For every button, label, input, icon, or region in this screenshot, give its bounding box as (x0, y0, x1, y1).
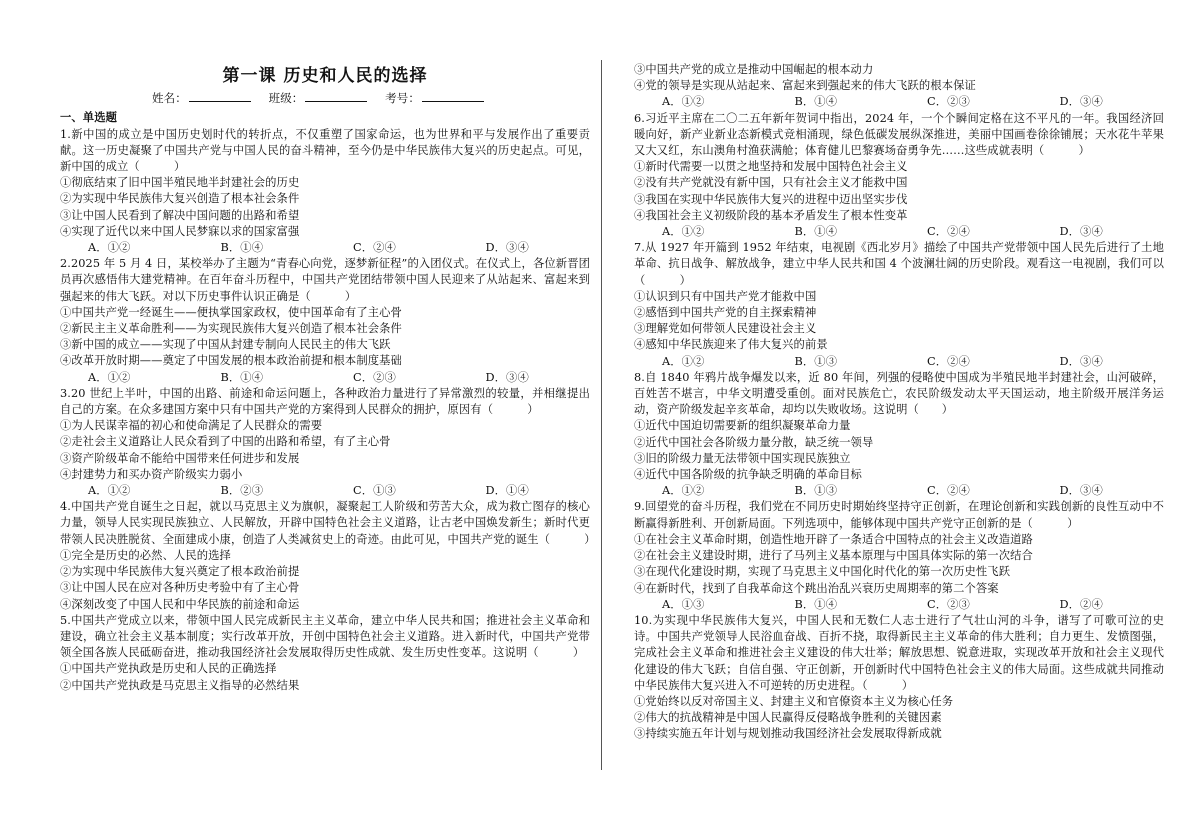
question-stem: 1.新中国的成立是中国历史划时代的转折点，不仅重塑了国家命运，也为世界和平与发展作出了重要贡献。这一历史凝聚了中国共产党与中国人民的奋斗精神，至今仍是中华民族伟大复兴的历史起点。可见，新中国的成立（ ） (60, 127, 590, 174)
page-title: 第一课 历史和人民的选择 (222, 66, 428, 86)
answer-choice[interactable]: B．①③ (794, 484, 838, 498)
answer-choices (634, 94, 1164, 110)
option-statement: ④改革开放时期——奠定了中国发展的根本政治前提和根本制度基础 (60, 354, 402, 368)
student-info (60, 90, 590, 106)
answer-choice[interactable]: D．③④ (485, 241, 529, 255)
answer-choice[interactable]: A．①② (88, 484, 131, 498)
option-statement: ①认识到只有中国共产党才能救中国 (634, 289, 817, 303)
answer-choice[interactable]: C．②③ (927, 597, 970, 611)
option-statement: ③理解党如何带领人民建设社会主义 (634, 322, 817, 336)
name-label: 姓名： (152, 91, 187, 106)
option-statement: ②没有共产党就没有新中国，只有社会主义才能救中国 (634, 176, 908, 190)
section-heading: 一、单选题 (60, 111, 117, 125)
option-statement: ②感悟到中国共产党的自主探索精神 (634, 306, 817, 320)
answer-choice[interactable]: B．①④ (794, 95, 838, 109)
question (634, 62, 1164, 111)
question-stem: 10.为实现中华民族伟大复兴，中国人民和无数仁人志士进行了气壮山河的斗争，谱写了可歌可泣的史诗。中国共产党领导人民浴血奋战、百折不挠，取得新民主主义革命的伟大胜利；自力更生、发愤图强，完成社会主义革命和推进社会主义建设的伟大壮举；解放思想、锐意进取，实现改革开放和社会主义现代化建设的伟大飞跃；自信自强、守正创新，开创新时代中国特色社会主义的伟大局面。这些成就共同推动中华民族伟大复兴进入不可逆转的历史进程。（ ） (634, 613, 1164, 692)
answer-choices (634, 483, 1164, 499)
question (634, 240, 1164, 370)
option-statement: ④实现了近代以来中国人民梦寐以求的国家富强 (60, 224, 300, 238)
option-statement: ①彻底结束了旧中国半殖民地半封建社会的历史 (60, 176, 300, 190)
option-statement: ①为人民谋幸福的初心和使命满足了人民群众的需要 (60, 419, 323, 433)
answer-choices (60, 370, 590, 386)
answer-choice[interactable]: A．①② (88, 241, 131, 255)
answer-choice[interactable]: C．②④ (927, 354, 970, 368)
option-statement: ②走社会主义道路让人民众看到了中国的出路和希望，有了主心骨 (60, 435, 391, 449)
answer-choice[interactable]: D．③④ (1059, 95, 1103, 109)
option-statement: ③中国共产党的成立是推动中国崛起的根本动力 (634, 63, 874, 76)
answer-choice[interactable]: C．①③ (353, 484, 396, 498)
answer-choice[interactable]: A．①② (662, 484, 705, 498)
class-blank[interactable] (305, 90, 367, 102)
answer-choices (634, 597, 1164, 613)
answer-choice[interactable]: A．①② (88, 370, 131, 384)
option-statement: ③持续实施五年计划与规划推动我国经济社会发展取得新成就 (634, 727, 942, 741)
option-statement: ①完全是历史的必然、人民的选择 (60, 548, 231, 562)
question (634, 613, 1164, 743)
option-statement: ③让中国人民看到了解决中国问题的出路和希望 (60, 208, 300, 222)
option-statement: ②为实现中华民族伟大复兴创造了根本社会条件 (60, 192, 300, 206)
option-statement: ①中国共产党一经诞生——便执掌国家政权，使中国革命有了主心骨 (60, 305, 402, 319)
question (60, 127, 590, 257)
name-blank[interactable] (189, 90, 251, 102)
answer-choice[interactable]: D．②④ (1059, 597, 1103, 611)
option-statement: ①在社会主义革命时期，创造性地开辟了一条适合中国特点的社会主义改造道路 (634, 532, 1033, 546)
answer-choice[interactable]: C．②④ (353, 241, 396, 255)
answer-choices (60, 483, 590, 499)
left-questions (60, 127, 596, 694)
answer-choice[interactable]: C．②④ (927, 225, 970, 239)
question (60, 613, 590, 694)
option-statement: ④封建势力和买办资产阶级实力弱小 (60, 467, 243, 481)
option-statement: ②在社会主义建设时期，进行了马列主义基本原理与中国具体实际的第一次结合 (634, 549, 1033, 563)
question-stem: 4.中国共产党自诞生之日起，就以马克思主义为旗帜，凝聚起工人阶级和劳苦大众，成为救亡图存的核心力量，领导人民实现民族独立、人民解放，开辟中国特色社会主义道路，让古老中国焕发新生；新时代更带领人民决胜脱贫、全面建成小康，创造了人类减贫史上的奇迹。由此可见，中国共产党的诞生（ ） (60, 500, 596, 546)
answer-choice[interactable]: D．③④ (1059, 484, 1103, 498)
answer-choice[interactable]: A．①② (662, 95, 705, 109)
option-statement: ④感知中华民族迎来了伟大复兴的前景 (634, 338, 828, 352)
option-statement: ③在现代化建设时期，实现了马克思主义中国化时代化的第一次历史性飞跃 (634, 565, 1011, 579)
answer-choice[interactable]: D．③④ (1059, 354, 1103, 368)
question (634, 111, 1164, 241)
option-statement: ④近代中国各阶级的抗争缺乏明确的革命目标 (634, 468, 862, 482)
answer-choice[interactable]: A．①② (662, 225, 705, 239)
option-statement: ①中国共产党执政是历史和人民的正确选择 (60, 662, 277, 676)
answer-choices (634, 224, 1164, 240)
answer-choice[interactable]: B．①④ (220, 241, 264, 255)
option-statement: ③资产阶级革命不能给中国带来任何进步和发展 (60, 451, 300, 465)
question-stem: 3.20 世纪上半叶，中国的出路、前途和命运问题上，各种政治力量进行了异常激烈的较量，并相继提出自己的方案。在众多建国方案中只有中国共产党的方案得到人民群众的拥护，原因有（ ） (60, 386, 590, 417)
option-statement: ①新时代需要一以贯之地坚持和发展中国特色社会主义 (634, 160, 908, 174)
option-statement: ③旧的阶级力量无法带领中国实现民族独立 (634, 451, 851, 465)
answer-choice[interactable]: D．①④ (485, 484, 529, 498)
option-statement: ④我国社会主义初级阶段的基本矛盾发生了根本性变革 (634, 208, 908, 222)
option-statement: ②中国共产党执政是马克思主义指导的必然结果 (60, 678, 300, 692)
option-statement: ①党始终以反对帝国主义、封建主义和官僚资本主义为核心任务 (634, 694, 954, 708)
option-statement: ③让中国人民在应对各种历史考验中有了主心骨 (60, 581, 300, 595)
answer-choice[interactable]: B．②③ (220, 484, 264, 498)
answer-choices (60, 240, 590, 256)
question (60, 386, 590, 499)
answer-choice[interactable]: D．③④ (1059, 225, 1103, 239)
number-blank[interactable] (422, 90, 484, 102)
answer-choice[interactable]: D．③④ (485, 370, 529, 384)
option-statement: ④党的领导是实现从站起来、富起来到强起来的伟大飞跃的根本保证 (634, 79, 976, 93)
answer-choice[interactable]: C．②③ (353, 370, 396, 384)
question-stem: 6.习近平主席在二〇二五年新年贺词中指出，2024 年，一个个瞬间定格在这不平凡的一年。我国经济回暖向好，新产业新业态新模式竞相涌现，绿色低碳发展纵深推进，美丽中国画卷徐徐铺展；天水花牛苹果又大又红，东山澳角村渔获满舱；体育健儿巴黎赛场奋勇争先……这些成就表明（ ） (634, 111, 1164, 158)
option-statement: ②为实现中华民族伟大复兴奠定了根本政治前提 (60, 565, 300, 579)
option-statement: ③我国在实现中华民族伟大复兴的进程中迈出坚实步伐 (634, 192, 908, 206)
answer-choice[interactable]: B．①④ (794, 597, 838, 611)
right-questions (634, 62, 1164, 743)
question-stem: 2.2025 年 5 月 4 日，某校举办了主题为“青春心向党，逐梦新征程”的入团仪式。在仪式上，各位新晋团员再次感悟伟大建党精神。在百年奋斗历程中，中国共产党团结带领中国人民迎来了从站起来、富起来到强起来的伟大飞跃。对以下历史事件认识正确是（ ） (60, 257, 590, 303)
question-stem: 9.回望党的奋斗历程，我们党在不同历史时期始终坚持守正创新，在理论创新和实践创新的良性互动中不断赢得新胜利、开创新局面。下列选项中，能够体现中国共产党守正创新的是（ ） (634, 500, 1164, 530)
option-statement: ②近代中国社会各阶级力量分散，缺乏统一领导 (634, 435, 874, 449)
question (634, 370, 1164, 500)
answer-choice[interactable]: C．②④ (927, 484, 970, 498)
question (60, 256, 590, 386)
answer-choices (634, 354, 1164, 370)
option-statement: ④深刻改变了中国人民和中华民族的前途和命运 (60, 597, 300, 611)
answer-choice[interactable]: B．①③ (794, 354, 838, 368)
question-stem: 8.自 1840 年鸦片战争爆发以来，近 80 年间，列强的侵略使中国成为半殖民地半封建社会，山河破碎，百姓苦不堪言，中华文明遭受重创。面对民族危亡，农民阶级发动太平天国运动，地主阶级开展洋务运动，资产阶级发起辛亥革命，却均以失败收场。这说明（ ） (634, 370, 1164, 417)
class-label: 班级： (268, 91, 304, 106)
answer-choice[interactable]: A．①③ (662, 597, 705, 611)
option-statement: ④在新时代，找到了自我革命这个跳出治乱兴衰历史周期率的第二个答案 (634, 581, 999, 595)
answer-choice[interactable]: A．①② (662, 354, 705, 368)
question (634, 499, 1164, 612)
answer-choice[interactable]: C．②③ (927, 95, 970, 109)
number-label: 考号： (385, 91, 420, 106)
answer-choice[interactable]: B．①④ (220, 370, 264, 384)
question-stem: 7.从 1927 年开篇到 1952 年结束，电视剧《西北岁月》描绘了中国共产党带领中国人民先后进行了土地革命、抗日战争、解放战争，建立中华人民共和国 4 个波澜壮阔的历史阶段。观看这一电视剧，我们可以（ ） (634, 241, 1164, 287)
option-statement: ②新民主主义革命胜利——为实现民族伟大复兴创造了根本社会条件 (60, 322, 402, 336)
question (60, 499, 596, 612)
option-statement: ③新中国的成立——实现了中国从封建专制向人民民主的伟大飞跃 (60, 338, 391, 352)
option-statement: ①近代中国迫切需要新的组织凝聚革命力量 (634, 419, 851, 433)
column-divider (601, 60, 602, 770)
question-stem: 5.中国共产党成立以来，带领中国人民完成新民主主义革命，建立中华人民共和国；推进社会主义革命和建设，确立社会主义基本制度；实行改革开放，开创中国特色社会主义道路。进入新时代，中国共产党带领全国各族人民砥砺奋进，推动我国经济社会发展取得历史性成就、发生历史性变革。这说明（ ） (60, 613, 590, 660)
left-column (60, 62, 596, 694)
option-statement: ②伟大的抗战精神是中国人民赢得反侵略战争胜利的关键因素 (634, 711, 942, 725)
right-column (634, 62, 1164, 743)
answer-choice[interactable]: B．①④ (794, 225, 838, 239)
